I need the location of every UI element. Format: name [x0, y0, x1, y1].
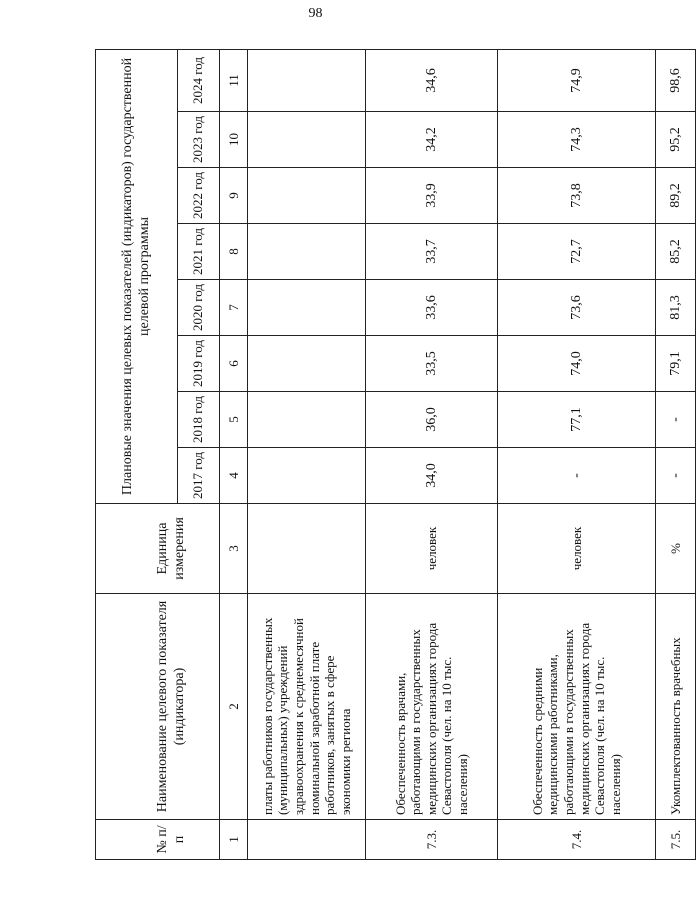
indicator-table	[95, 50, 683, 860]
row-number: 7.3.	[366, 820, 498, 860]
column-number: 5	[220, 392, 248, 448]
row-number: 7.5.	[656, 820, 696, 860]
indicator-value: 33,9	[366, 168, 498, 224]
header-year: 2019 год	[178, 336, 220, 392]
column-number: 10	[220, 112, 248, 168]
indicator-value: 73,6	[498, 280, 656, 336]
indicator-value: 85,2	[656, 224, 696, 280]
indicator-name: Обеспеченность средними медицинскими работниками, работающими в государственных медицинских организациях города Севастополя (чел. на 10 тыс. населения)	[498, 594, 656, 820]
indicator-value: 36,0	[366, 392, 498, 448]
column-number: 8	[220, 224, 248, 280]
header-year: 2018 год	[178, 392, 220, 448]
indicator-unit: человек	[366, 504, 498, 594]
indicator-value: 73,8	[498, 168, 656, 224]
header-year: 2024 год	[178, 49, 220, 111]
indicator-value	[248, 280, 366, 336]
indicator-unit	[248, 504, 366, 594]
table-body	[248, 49, 696, 859]
header-plan-values: Плановые значения целевых показателей (индикаторов) государственной целевой программы	[96, 49, 178, 503]
table-frame	[95, 50, 683, 860]
indicator-name: Укомплектованность врачебных	[656, 594, 696, 820]
column-number: 3	[220, 504, 248, 594]
indicator-value: 33,5	[366, 336, 498, 392]
indicator-value: 81,3	[656, 280, 696, 336]
column-number: 11	[220, 49, 248, 111]
column-number: 4	[220, 448, 248, 504]
header-year: 2020 год	[178, 280, 220, 336]
indicator-value: -	[656, 448, 696, 504]
indicator-value	[248, 168, 366, 224]
indicator-value: 34,2	[366, 112, 498, 168]
indicator-name: платы работников государственных (муниципальных) учреждений здравоохранения к среднемесячной номинальной заработной плате работников, занятых в сфере экономики региона	[248, 594, 366, 820]
indicator-value: 95,2	[656, 112, 696, 168]
indicator-unit: человек	[498, 504, 656, 594]
column-number: 2	[220, 594, 248, 820]
indicator-value: 33,7	[366, 224, 498, 280]
indicator-value	[248, 336, 366, 392]
header-year: 2021 год	[178, 224, 220, 280]
indicator-value: 74,3	[498, 112, 656, 168]
header-indicator-name: Наименование целевого показателя (индикатора)	[96, 594, 220, 820]
table-row	[498, 49, 656, 859]
column-number: 1	[220, 820, 248, 860]
table-row	[656, 49, 696, 859]
header-year: 2017 год	[178, 448, 220, 504]
indicator-value: 79,1	[656, 336, 696, 392]
indicator-value: -	[656, 392, 696, 448]
indicator-value: 33,6	[366, 280, 498, 336]
indicator-value: 89,2	[656, 168, 696, 224]
header-unit: Единица измерения	[96, 504, 220, 594]
indicator-value: 74,9	[498, 49, 656, 111]
indicator-value: -	[498, 448, 656, 504]
column-numbers-row	[220, 49, 248, 859]
indicator-value: 34,6	[366, 49, 498, 111]
indicator-value: 74,0	[498, 336, 656, 392]
indicator-value: 98,6	[656, 49, 696, 111]
indicator-unit: %	[656, 504, 696, 594]
indicator-value: 72,7	[498, 224, 656, 280]
column-number: 7	[220, 280, 248, 336]
indicator-value	[248, 224, 366, 280]
header-year: 2022 год	[178, 168, 220, 224]
indicator-value	[248, 392, 366, 448]
column-number: 9	[220, 168, 248, 224]
header-year: 2023 год	[178, 112, 220, 168]
page-number: 98	[308, 6, 323, 21]
indicator-name: Обеспеченность врачами, работающими в государственных медицинских организациях города Севастополя (чел. на 10 тыс. населения)	[366, 594, 498, 820]
indicator-value	[248, 112, 366, 168]
indicator-value	[248, 49, 366, 111]
table-row	[248, 49, 366, 859]
column-number: 6	[220, 336, 248, 392]
header-number: № п/п	[96, 820, 220, 860]
indicator-value: 34,0	[366, 448, 498, 504]
row-number: 7.4.	[498, 820, 656, 860]
indicator-value	[248, 448, 366, 504]
table-row	[366, 49, 498, 859]
indicator-value: 77,1	[498, 392, 656, 448]
row-number	[248, 820, 366, 860]
indicator-grid	[95, 49, 696, 860]
